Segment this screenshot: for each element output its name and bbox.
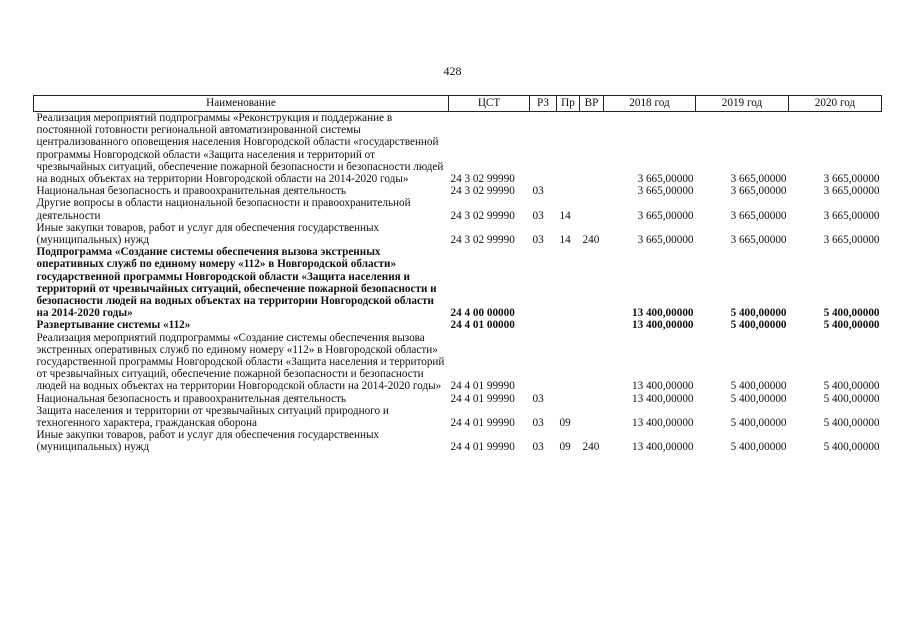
row-name: Иные закупки товаров, работ и услуг для обеспечения государственных (муниципальных) нужд (36, 221, 380, 247)
row-2019: 3 665,00000 (730, 234, 787, 247)
row-2019: 3 665,00000 (730, 173, 787, 186)
row-rz: 03 (532, 441, 544, 454)
row-cst: 24 3 02 99990 (450, 173, 515, 186)
header-cst: ЦСТ (449, 96, 530, 112)
row-rz: 03 (532, 209, 544, 222)
row-pr: 14 (559, 234, 571, 247)
row-2020: 5 400,00000 (823, 417, 880, 430)
row-2019: 5 400,00000 (730, 319, 787, 332)
row-2020: 5 400,00000 (823, 392, 880, 405)
row-2020: 3 665,00000 (823, 185, 880, 198)
row-name: Национальная безопасность и правоохранительная деятельность (36, 392, 347, 405)
row-name: Подпрограмма «Создание системы обеспечения вызова экстренных оперативных служб по единому номеру «112» в Новгородской области» государственной программы Новгородской области «Защита населения и территорий от чрезвычайных ситуаций, обеспечение пожарной безопасности и безопасности людей на водных объектах на территории Новгородской области на 2014-2020 годы» (36, 246, 437, 320)
row-pr (557, 332, 580, 393)
row-2018: 13 400,00000 (631, 319, 694, 332)
row-rz: 03 (532, 392, 544, 405)
row-name: Другие вопросы в области национальной безопасности и правоохранительной деятельности (36, 197, 411, 222)
row-2019: 5 400,00000 (730, 441, 787, 454)
row-name: Развертывание системы «112» (36, 319, 191, 332)
row-vr (580, 393, 604, 405)
row-2020: 5 400,00000 (823, 319, 880, 332)
row-vr (580, 197, 604, 221)
row-name: Реализация мероприятий подпрограммы «Создание системы обеспечения вызова экстренных оперативных служб по единому номеру «112» в Новгородской области» государственной программы Новгородской области «Защита населения и территорий от чрезвычайных ситуаций, обеспечение пожарной безопасности и безопасности людей на водных объектах на территории Новгородской области на 2014-2020 годы» (36, 331, 445, 393)
row-2020: 3 665,00000 (823, 173, 880, 186)
row-vr (580, 332, 604, 393)
row-2018: 13 400,00000 (631, 380, 694, 393)
row-2020: 3 665,00000 (823, 209, 880, 222)
row-2019: 3 665,00000 (730, 185, 787, 198)
header-2019: 2019 год (696, 96, 789, 112)
row-2019: 5 400,00000 (730, 417, 787, 430)
row-2018: 3 665,00000 (637, 185, 694, 198)
row-cst: 24 3 02 99990 (450, 234, 515, 247)
row-2020: 5 400,00000 (823, 380, 880, 393)
row-name: Реализация мероприятий подпрограммы «Реконструкция и поддержание в постоянной готовности региональной автоматизированной системы централизованного оповещения населения Новгородской области «государственной программы Новгородской области «Защита населения и территорий от чрезвычайных ситуаций, обеспечение пожарной безопасности и безопасности людей на водных объектах на территории Новгородской области на 2014-2020 годы» (36, 112, 444, 186)
header-2020: 2020 год (789, 96, 882, 112)
table-row (34, 112, 882, 186)
table-body (34, 112, 882, 454)
row-rz (530, 112, 557, 186)
row-2018: 13 400,00000 (631, 307, 694, 320)
row-pr (557, 319, 580, 331)
row-cst: 24 4 01 00000 (450, 319, 515, 332)
table-header (34, 96, 882, 112)
budget-table (33, 95, 882, 454)
row-cst: 24 4 01 99990 (450, 417, 515, 430)
row-name: Национальная безопасность и правоохранительная деятельность (36, 185, 347, 198)
table-row (34, 246, 882, 319)
table-row (34, 222, 882, 246)
row-cst: 24 4 01 99990 (450, 441, 515, 454)
row-2020: 5 400,00000 (823, 307, 880, 320)
table-row (34, 405, 882, 429)
row-2019: 5 400,00000 (730, 307, 787, 320)
row-vr: 240 (582, 441, 600, 454)
row-pr (557, 112, 580, 186)
row-2020: 3 665,00000 (823, 234, 880, 247)
row-vr: 240 (582, 234, 600, 247)
row-cst: 24 3 02 99990 (450, 209, 515, 222)
row-cst: 24 3 02 99990 (450, 185, 515, 198)
header-vr: ВР (580, 96, 604, 112)
row-rz (530, 246, 557, 319)
row-2019: 5 400,00000 (730, 380, 787, 393)
page-number: 428 (443, 64, 462, 78)
row-pr (557, 246, 580, 319)
table-row (34, 197, 882, 221)
row-2019: 5 400,00000 (730, 392, 787, 405)
row-name: Защита населения и территории от чрезвычайных ситуаций природного и техногенного характера, гражданская оборона (36, 404, 389, 430)
row-cst: 24 4 00 00000 (450, 307, 515, 320)
row-2018: 3 665,00000 (637, 209, 694, 222)
row-2018: 13 400,00000 (631, 417, 694, 430)
row-pr: 09 (559, 417, 571, 430)
header-rz: РЗ (530, 96, 557, 112)
row-name: Иные закупки товаров, работ и услуг для обеспечения государственных (муниципальных) нужд (36, 429, 380, 454)
row-2019: 3 665,00000 (730, 209, 787, 222)
row-cst: 24 4 01 99990 (450, 380, 515, 393)
row-rz (530, 332, 557, 393)
header-row (34, 96, 882, 112)
row-2018: 3 665,00000 (637, 173, 694, 186)
table-row (34, 332, 882, 393)
row-vr (580, 185, 604, 197)
row-vr (580, 112, 604, 186)
table-row (34, 429, 882, 453)
row-vr (580, 319, 604, 331)
row-vr (580, 246, 604, 319)
row-2018: 13 400,00000 (631, 441, 694, 454)
row-pr: 14 (559, 209, 571, 222)
header-name: Наименование (34, 96, 449, 112)
row-pr (557, 393, 580, 405)
row-2018: 3 665,00000 (637, 234, 694, 247)
row-2018: 13 400,00000 (631, 392, 694, 405)
row-pr: 09 (559, 441, 571, 454)
table-row (34, 319, 882, 331)
row-pr (557, 185, 580, 197)
table-row (34, 185, 882, 197)
row-rz: 03 (532, 234, 544, 247)
row-2020: 5 400,00000 (823, 441, 880, 454)
row-rz (530, 319, 557, 331)
row-cst: 24 4 01 99990 (450, 392, 515, 405)
header-2018: 2018 год (604, 96, 696, 112)
header-pr: Пр (557, 96, 580, 112)
row-rz: 03 (532, 417, 544, 430)
row-rz: 03 (532, 185, 544, 198)
table-row (34, 393, 882, 405)
row-vr (580, 405, 604, 429)
